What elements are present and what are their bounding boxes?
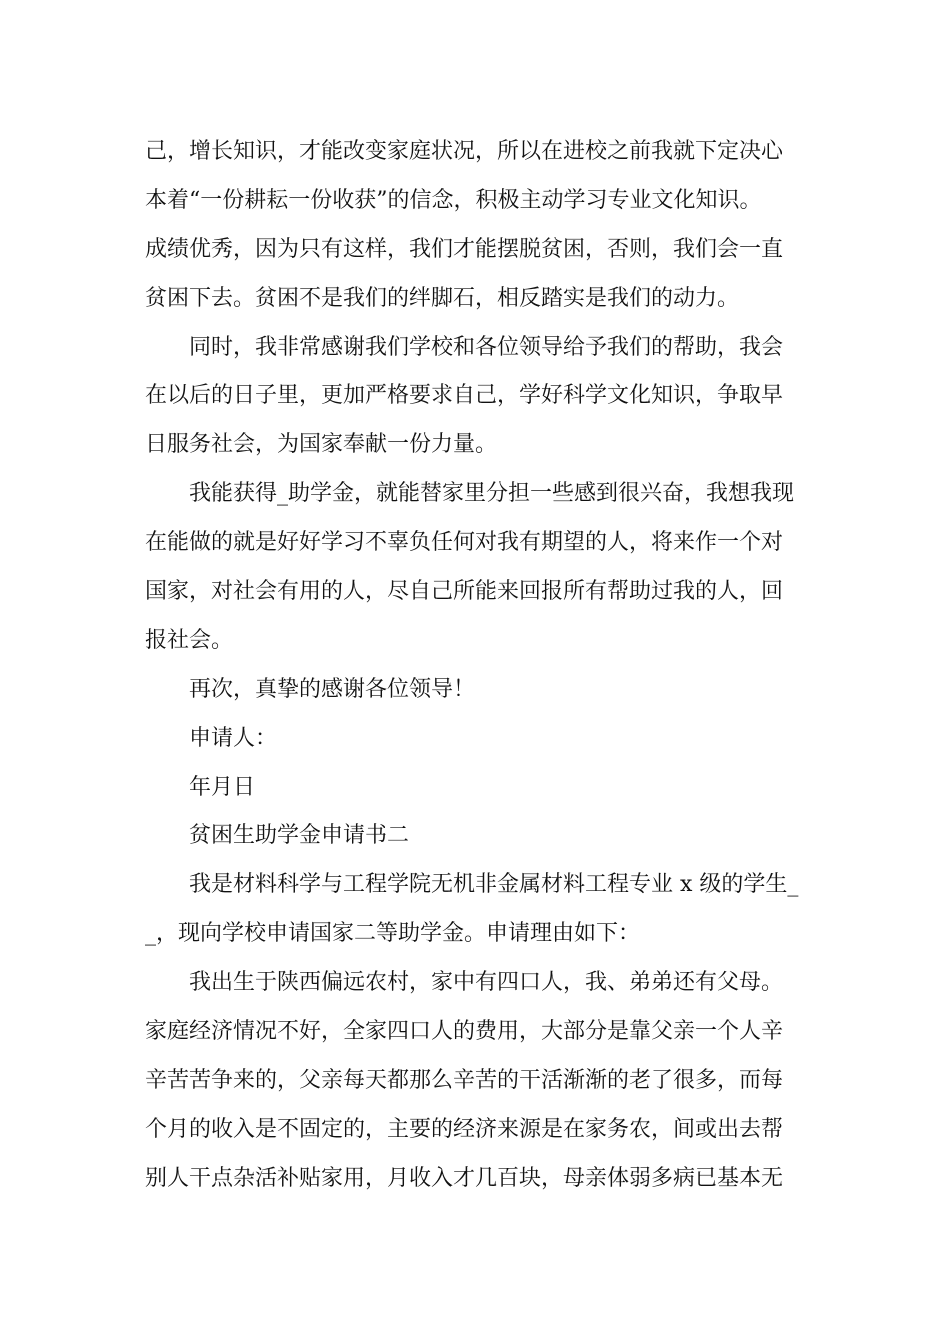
document-line: 日服务社会，为国家奉献一份力量。	[145, 432, 498, 458]
document-line: 国家，对社会有用的人，尽自己所能来回报所有帮助过我的人，回	[145, 579, 784, 605]
document-line: 在能做的就是好好学习不辜负任何对我有期望的人，将来作一个对	[145, 530, 784, 556]
document-line: 同时，我非常感谢我们学校和各位领导给予我们的帮助，我会	[189, 334, 784, 360]
document-line: 本着“一份耕耘一份收获”的信念，积极主动学习专业文化知识。	[145, 187, 762, 213]
document-line: 己，增长知识，才能改变家庭状况，所以在进校之前我就下定决心	[145, 139, 784, 164]
document-line: 年月日	[189, 774, 256, 800]
document-line: 成绩优秀，因为只有这样，我们才能摆脱贫困，否则，我们会一直	[145, 236, 784, 262]
document-line: 我出生于陕西偏远农村，家中有四口人，我、弟弟还有父母。	[189, 970, 784, 996]
document-line: 别人干点杂活补贴家用，月收入才几百块，母亲体弱多病已基本无	[145, 1165, 784, 1191]
document-line: 我能获得_助学金，就能替家里分担一些感到很兴奋，我想我现	[189, 481, 795, 507]
document-line: 辛苦苦争来的，父亲每天都那么辛苦的干活渐渐的老了很多，而每	[145, 1067, 784, 1093]
document-line: 贫困生助学金申请书二	[189, 823, 410, 849]
document-line: 我是材料科学与工程学院无机非金属材料工程专业 x 级的学生_	[189, 872, 799, 898]
document-line: 再次，真挚的感谢各位领导！	[189, 676, 476, 702]
document-line: 贫困下去。贫困不是我们的绊脚石，相反踏实是我们的动力。	[145, 285, 740, 311]
document-line: 申请人：	[189, 725, 278, 751]
document-line: 家庭经济情况不好，全家四口人的费用，大部分是靠父亲一个人辛	[145, 1019, 784, 1045]
document-body	[145, 128, 825, 1204]
document-line: _，现向学校申请国家二等助学金。申请理由如下：	[145, 921, 641, 947]
document-line: 在以后的日子里，更加严格要求自己，学好科学文化知识，争取早	[145, 383, 784, 409]
document-line: 报社会。	[145, 627, 234, 653]
document-line: 个月的收入是不固定的，主要的经济来源是在家务农，间或出去帮	[145, 1116, 784, 1142]
